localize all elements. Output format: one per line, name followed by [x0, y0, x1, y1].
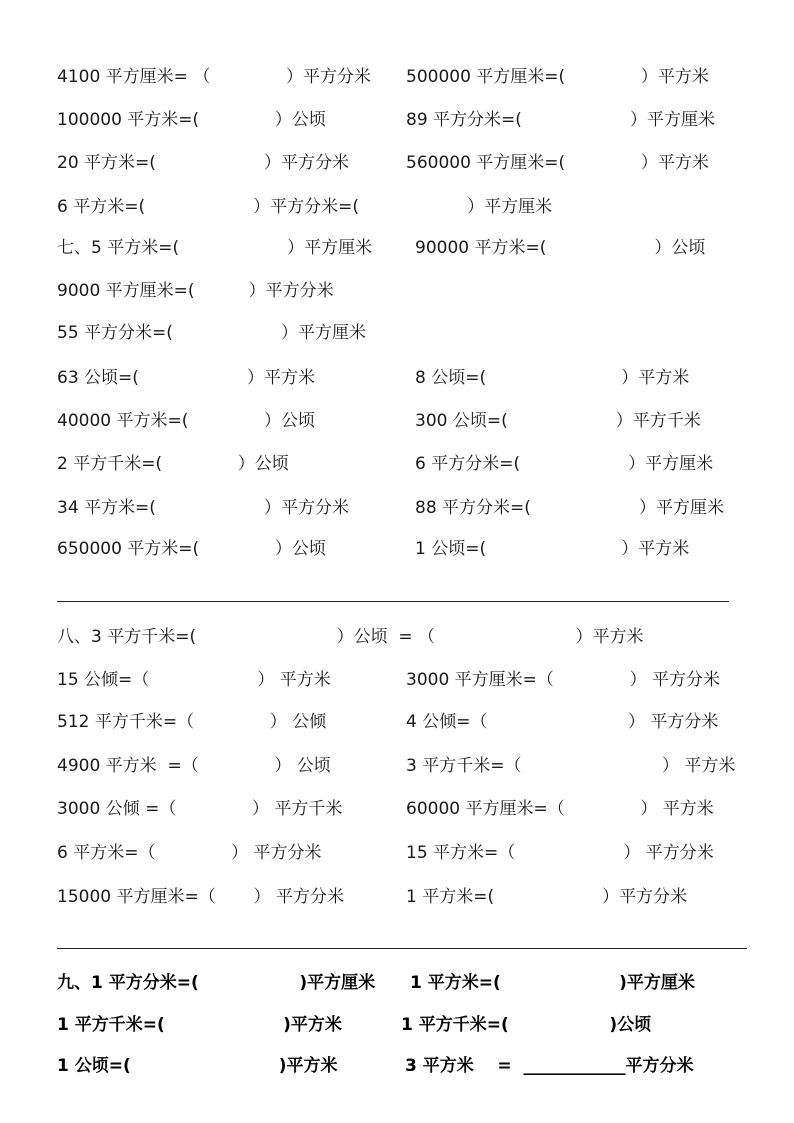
exercise-right: 3000 平方厘米=（ ） 平方分米	[406, 670, 720, 690]
exercise-right: 560000 平方厘米=( ）平方米	[406, 153, 709, 173]
exercise-left: 55 平方分米=( ）平方厘米	[57, 323, 366, 343]
exercise-left: 15 公倾=（ ） 平方米	[57, 670, 331, 690]
section-9-first-exercise: 九、1 平方分米=( )平方厘米	[57, 973, 376, 993]
exercise-right: 1 平方米=( ）平方分米	[406, 887, 688, 907]
section-8-first-exercise: 八、3 平方千米=( ）公顷 = （ ）平方米	[57, 627, 644, 647]
section-divider	[57, 948, 747, 949]
exercise-right: 3 平方米 = ____________平方分米	[405, 1056, 694, 1076]
exercise-left: 15000 平方厘米=（ ） 平方分米	[57, 887, 344, 907]
exercise-left: 4900 平方米 =（ ） 公顷	[57, 756, 331, 776]
exercise-left: 34 平方米=( ）平方分米	[57, 498, 349, 518]
exercise-right: 4 公倾=（ ） 平方分米	[406, 712, 719, 732]
exercise-left: 6 平方米=（ ） 平方分米	[57, 843, 322, 863]
exercise-right: 60000 平方厘米=（ ） 平方米	[406, 799, 714, 819]
exercise-left: 3000 公倾 =（ ） 平方千米	[57, 799, 343, 819]
exercise-right: 1 平方千米=( )公顷	[401, 1015, 652, 1035]
exercise-left: 40000 平方米=( ）公顷	[57, 411, 316, 431]
exercise-right: 88 平方分米=( ）平方厘米	[415, 498, 724, 518]
exercise-left: 512 平方千米=（ ） 公倾	[57, 712, 327, 732]
exercise-right: 3 平方千米=（ ） 平方米	[406, 756, 736, 776]
section-7-first-exercise: 七、5 平方米=( ）平方厘米	[57, 238, 373, 258]
exercise-left: 650000 平方米=( ）公顷	[57, 539, 326, 559]
exercise-right: 1 公顷=( ）平方米	[415, 539, 690, 559]
exercise-left: 6 平方米=( ）平方分米=( ）平方厘米	[57, 197, 553, 217]
exercise-right: 90000 平方米=( ）公顷	[415, 238, 706, 258]
section-divider	[57, 601, 729, 602]
exercise-left: 63 公顷=( ）平方米	[57, 368, 315, 388]
exercise-right: 500000 平方厘米=( ）平方米	[406, 67, 709, 87]
exercise-left: 9000 平方厘米=( ）平方分米	[57, 281, 334, 301]
exercise-left: 20 平方米=( ）平方分米	[57, 153, 349, 173]
exercise-right: 1 平方米=( )平方厘米	[410, 973, 695, 993]
exercise-right: 8 公顷=( ）平方米	[415, 368, 690, 388]
exercise-right: 6 平方分米=( ）平方厘米	[415, 454, 714, 474]
exercise-left: 2 平方千米=( ）公顷	[57, 454, 289, 474]
exercise-right: 89 平方分米=( ）平方厘米	[406, 110, 715, 130]
exercise-right: 15 平方米=（ ） 平方分米	[406, 843, 714, 863]
exercise-left: 4100 平方厘米= （ ）平方分米	[57, 67, 371, 87]
exercise-left: 100000 平方米=( ）公顷	[57, 110, 326, 130]
exercise-left: 1 公顷=( )平方米	[57, 1056, 338, 1076]
exercise-left: 1 平方千米=( )平方米	[57, 1015, 342, 1035]
exercise-right: 300 公顷=( ）平方千米	[415, 411, 701, 431]
